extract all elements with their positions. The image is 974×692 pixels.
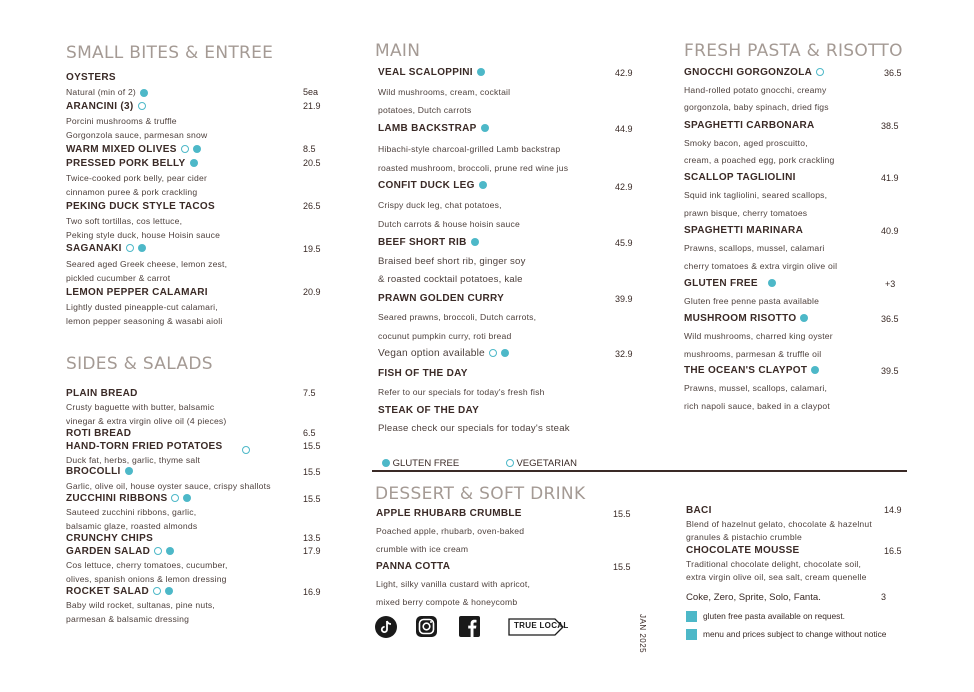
dessert-list-left	[376, 0, 636, 620]
item-zucchini: ZUCCHINI RIBBONS	[66, 493, 191, 504]
item-cotta-desc-1: Light, silky vanilla custard with apricot,	[376, 579, 531, 589]
item-vegan: Vegan option available	[378, 348, 509, 359]
item-gf-desc-1: Gluten free penne pasta available	[684, 296, 820, 306]
item-tacos-desc-2: Peking style duck, house Hoisin sauce	[66, 230, 221, 240]
section-title-sides: SIDES & SALADS	[66, 354, 213, 374]
item-claypot-desc-2: rich napoli sauce, baked in a claypot	[684, 401, 830, 411]
item-roti: ROTI BREAD	[66, 428, 132, 439]
item-curry-desc-1: Seared prawns, broccoli, Dutch carrots,	[378, 312, 537, 322]
price-mousse: 16.5	[884, 546, 902, 556]
price-gnocchi: 36.5	[884, 68, 902, 78]
item-fish-desc-1: Refer to our specials for today's fresh fish	[378, 387, 545, 397]
gluten-free-icon	[166, 547, 174, 555]
item-crumble-desc-2: crumble with ice cream	[376, 544, 469, 554]
price-pork-belly: 20.5	[303, 158, 321, 168]
item-potatoes: HAND-TORN FRIED POTATOES	[66, 441, 223, 452]
item-olives: WARM MIXED OLIVES	[66, 144, 201, 155]
legend-vegetarian: VEGETARIAN	[516, 458, 577, 469]
note-square-icon	[686, 611, 697, 622]
item-pork-desc-2: cinnamon puree & pork crackling	[66, 187, 198, 197]
price-veal: 42.9	[615, 68, 633, 78]
item-carbonara-desc-1: Smoky bacon, aged proscuitto,	[684, 138, 808, 148]
item-veal-desc-1: Wild mushrooms, cream, cocktail	[378, 87, 511, 97]
price-lamb: 44.9	[615, 124, 633, 134]
note-square-icon	[686, 629, 697, 640]
note-gluten-free: gluten free pasta available on request.	[686, 611, 845, 622]
item-scallop-desc-1: Squid ink tagliolini, seared scallops,	[684, 190, 828, 200]
item-saganaki-desc-2: pickled cucumber & carrot	[66, 273, 171, 283]
instagram-icon[interactable]	[416, 616, 437, 637]
price-marinara: 40.9	[881, 226, 899, 236]
item-bread-desc-2: vinegar & extra virgin olive oil (4 pieces)	[66, 416, 227, 426]
dessert-list-right	[686, 0, 916, 650]
price-panna-cotta: 15.5	[613, 562, 631, 572]
price-gluten-free: +3	[885, 279, 896, 289]
item-crumble: APPLE RHUBARB CRUMBLE	[376, 508, 522, 519]
item-marinara-desc-1: Prawns, scallops, mussel, calamari	[684, 243, 825, 253]
price-roti: 6.5	[303, 428, 316, 438]
price-calamari: 20.9	[303, 287, 321, 297]
item-arancini: ARANCINI (3)	[66, 101, 146, 112]
vegetarian-icon	[171, 494, 179, 502]
section-title-small-bites: SMALL BITES & ENTREE	[66, 43, 274, 63]
item-tacos-desc-1: Two soft tortillas, cos lettuce,	[66, 216, 183, 226]
true-local-label: TRUE LOCAL	[514, 621, 569, 630]
item-tacos: PEKING DUCK STYLE TACOS	[66, 201, 215, 212]
item-duck-desc-1: Crispy duck leg, chat potatoes,	[378, 200, 502, 210]
item-mousse-desc-1: Traditional chocolate delight, chocolate soil,	[686, 559, 862, 569]
price-brocolli: 15.5	[303, 467, 321, 477]
item-lamb-desc-1: Hibachi-style charcoal-grilled Lamb backstrap	[378, 144, 561, 154]
price-carbonara: 38.5	[881, 121, 899, 131]
item-risotto-desc-1: Wild mushrooms, charred king oyster	[684, 331, 833, 341]
price-zucchini: 15.5	[303, 494, 321, 504]
item-baci: BACI	[686, 505, 712, 516]
price-crumble: 15.5	[613, 509, 631, 519]
gluten-free-icon	[183, 494, 191, 502]
item-marinara-desc-2: cherry tomatoes & extra virgin olive oil	[684, 261, 838, 271]
item-curry: PRAWN GOLDEN CURRY	[378, 293, 505, 304]
item-calamari-desc-2: lemon pepper seasoning & wasabi aioli	[66, 316, 223, 326]
item-veal: VEAL SCALOPPINI	[378, 67, 485, 78]
item-lamb-desc-2: roasted mushroom, broccoli, prune red wine jus	[378, 163, 569, 173]
price-claypot: 39.5	[881, 366, 899, 376]
item-oysters: OYSTERS	[66, 72, 116, 83]
price-arancini: 21.9	[303, 101, 321, 111]
section-title-main: MAIN	[375, 41, 421, 61]
item-mousse: CHOCOLATE MOUSSE	[686, 545, 800, 556]
item-lamb: LAMB BACKSTRAP	[378, 123, 489, 134]
vegetarian-icon	[242, 446, 250, 454]
item-claypot: THE OCEAN'S CLAYPOT	[684, 365, 819, 376]
item-risotto: MUSHROOM RISOTTO	[684, 313, 808, 324]
item-chips: CRUNCHY CHIPS	[66, 533, 154, 544]
item-baci-desc-2: granules & pistachio crumble	[686, 532, 802, 542]
price-oysters: 5ea	[303, 87, 319, 97]
price-tacos: 26.5	[303, 201, 321, 211]
price-saganaki: 19.5	[303, 244, 321, 254]
item-plain-bread: PLAIN BREAD	[66, 388, 138, 399]
item-baci-desc-1: Blend of hazelnut gelato, chocolate & hazelnut	[686, 519, 872, 529]
price-chips: 13.5	[303, 533, 321, 543]
item-rocket-desc-2: parmesan & balsamic dressing	[66, 614, 190, 624]
item-arancini-desc-2: Gorgonzola sauce, parmesan snow	[66, 130, 208, 140]
item-garden-desc-2: olives, spanish onions & lemon dressing	[66, 574, 227, 584]
vegetarian-icon	[154, 547, 162, 555]
item-duck-desc-2: Dutch carrots & house hoisin sauce	[378, 219, 520, 229]
true-local-badge[interactable]	[508, 618, 569, 636]
price-olives: 8.5	[303, 144, 316, 154]
item-marinara: SPAGHETTI MARINARA	[684, 225, 804, 236]
item-zucchini-desc-2: balsamic glaze, roasted almonds	[66, 521, 198, 531]
item-arancini-desc-1: Porcini mushrooms & truffle	[66, 116, 177, 126]
item-cotta-desc-2: mixed berry compote & honeycomb	[376, 597, 518, 607]
date-label: JAN 2025	[638, 614, 647, 654]
item-risotto-desc-2: mushrooms, parmesan & truffle oil	[684, 349, 822, 359]
item-zucchini-desc-1: Sauteed zucchini ribbons, garlic,	[66, 507, 197, 517]
legend-gluten-free: GLUTEN FREE	[392, 458, 460, 469]
item-garden-salad: GARDEN SALAD	[66, 546, 174, 557]
item-brocolli-desc-1: Garlic, olive oil, house oyster sauce, crispy shallots	[66, 481, 271, 491]
price-garden-salad: 17.9	[303, 546, 321, 556]
note-prices: menu and prices subject to change without notice	[686, 629, 886, 640]
item-brocolli: BROCOLLI	[66, 466, 133, 477]
item-saganaki: SAGANAKI	[66, 243, 146, 254]
gluten-free-icon	[125, 467, 133, 475]
gluten-free-icon	[165, 587, 173, 595]
price-vegan: 32.9	[615, 349, 633, 359]
item-pork-belly: PRESSED PORK BELLY	[66, 158, 198, 169]
sides-list	[66, 0, 326, 692]
item-bread-desc-1: Crusty baguette with butter, balsamic	[66, 402, 215, 412]
item-potatoes-desc-1: Duck fat, herbs, garlic, thyme salt	[66, 455, 201, 465]
section-title-pasta: FRESH PASTA & RISOTTO	[684, 41, 903, 61]
item-soft-drinks: Coke, Zero, Sprite, Solo, Fanta.	[686, 592, 821, 603]
item-steak: STEAK OF THE DAY	[378, 405, 480, 416]
item-carbonara-desc-2: cream, a poached egg, pork crackling	[684, 155, 835, 165]
price-soft-drinks: 3	[881, 592, 887, 602]
price-curry: 39.9	[615, 294, 633, 304]
item-gnocchi: GNOCCHI GORGONZOLA	[684, 67, 824, 78]
item-panna-cotta: PANNA COTTA	[376, 561, 451, 572]
item-scallop: SCALLOP TAGLIOLINI	[684, 172, 796, 183]
item-calamari-desc-1: Lightly dusted pineapple-cut calamari,	[66, 302, 218, 312]
item-steak-desc-1: Please check our specials for today's steak	[378, 423, 570, 434]
item-gnocchi-desc-1: Hand-rolled potato gnocchi, creamy	[684, 85, 827, 95]
item-mousse-desc-2: extra virgin olive oil, sea salt, cream quenelle	[686, 572, 867, 582]
item-claypot-desc-1: Prawns, mussel, scallops, calamari,	[684, 383, 828, 393]
item-scallop-desc-2: prawn bisque, cherry tomatoes	[684, 208, 808, 218]
item-beef-desc-2: & roasted cocktail potatoes, kale	[378, 274, 523, 285]
item-beef: BEEF SHORT RIB	[378, 237, 479, 248]
item-curry-desc-2: cocunut pumpkin curry, roti bread	[378, 331, 512, 341]
item-crumble-desc-1: Poached apple, rhubarb, oven-baked	[376, 526, 525, 536]
item-carbonara: SPAGHETTI CARBONARA	[684, 120, 815, 131]
price-rocket-salad: 16.9	[303, 587, 321, 597]
item-pork-desc-1: Twice-cooked pork belly, pear cider	[66, 173, 208, 183]
price-scallop: 41.9	[881, 173, 899, 183]
price-potatoes: 15.5	[303, 441, 321, 451]
price-risotto: 36.5	[881, 314, 899, 324]
price-plain-bread: 7.5	[303, 388, 316, 398]
section-title-dessert: DESSERT & SOFT DRINK	[375, 484, 586, 504]
item-duck: CONFIT DUCK LEG	[378, 180, 487, 191]
tiktok-icon[interactable]	[375, 616, 397, 638]
item-rocket-salad: ROCKET SALAD	[66, 586, 173, 597]
price-duck: 42.9	[615, 182, 633, 192]
item-beef-desc-1: Braised beef short rib, ginger soy	[378, 256, 526, 267]
item-calamari: LEMON PEPPER CALAMARI	[66, 287, 208, 298]
item-oysters-desc: Natural (min of 2)	[66, 87, 148, 97]
item-veal-desc-2: potatoes, Dutch carrots	[378, 105, 472, 115]
item-gluten-free: GLUTEN FREE	[684, 278, 776, 289]
facebook-icon[interactable]	[459, 616, 480, 637]
item-saganaki-desc-1: Seared aged Greek cheese, lemon zest,	[66, 259, 228, 269]
item-rocket-desc-1: Baby wild rocket, sultanas, pine nuts,	[66, 600, 215, 610]
price-beef: 45.9	[615, 238, 633, 248]
item-fish: FISH OF THE DAY	[378, 368, 468, 379]
price-baci: 14.9	[884, 505, 902, 515]
item-garden-desc-1: Cos lettuce, cherry tomatoes, cucumber,	[66, 560, 228, 570]
vegetarian-icon	[153, 587, 161, 595]
item-gnocchi-desc-2: gorgonzola, baby spinach, dried figs	[684, 102, 829, 112]
